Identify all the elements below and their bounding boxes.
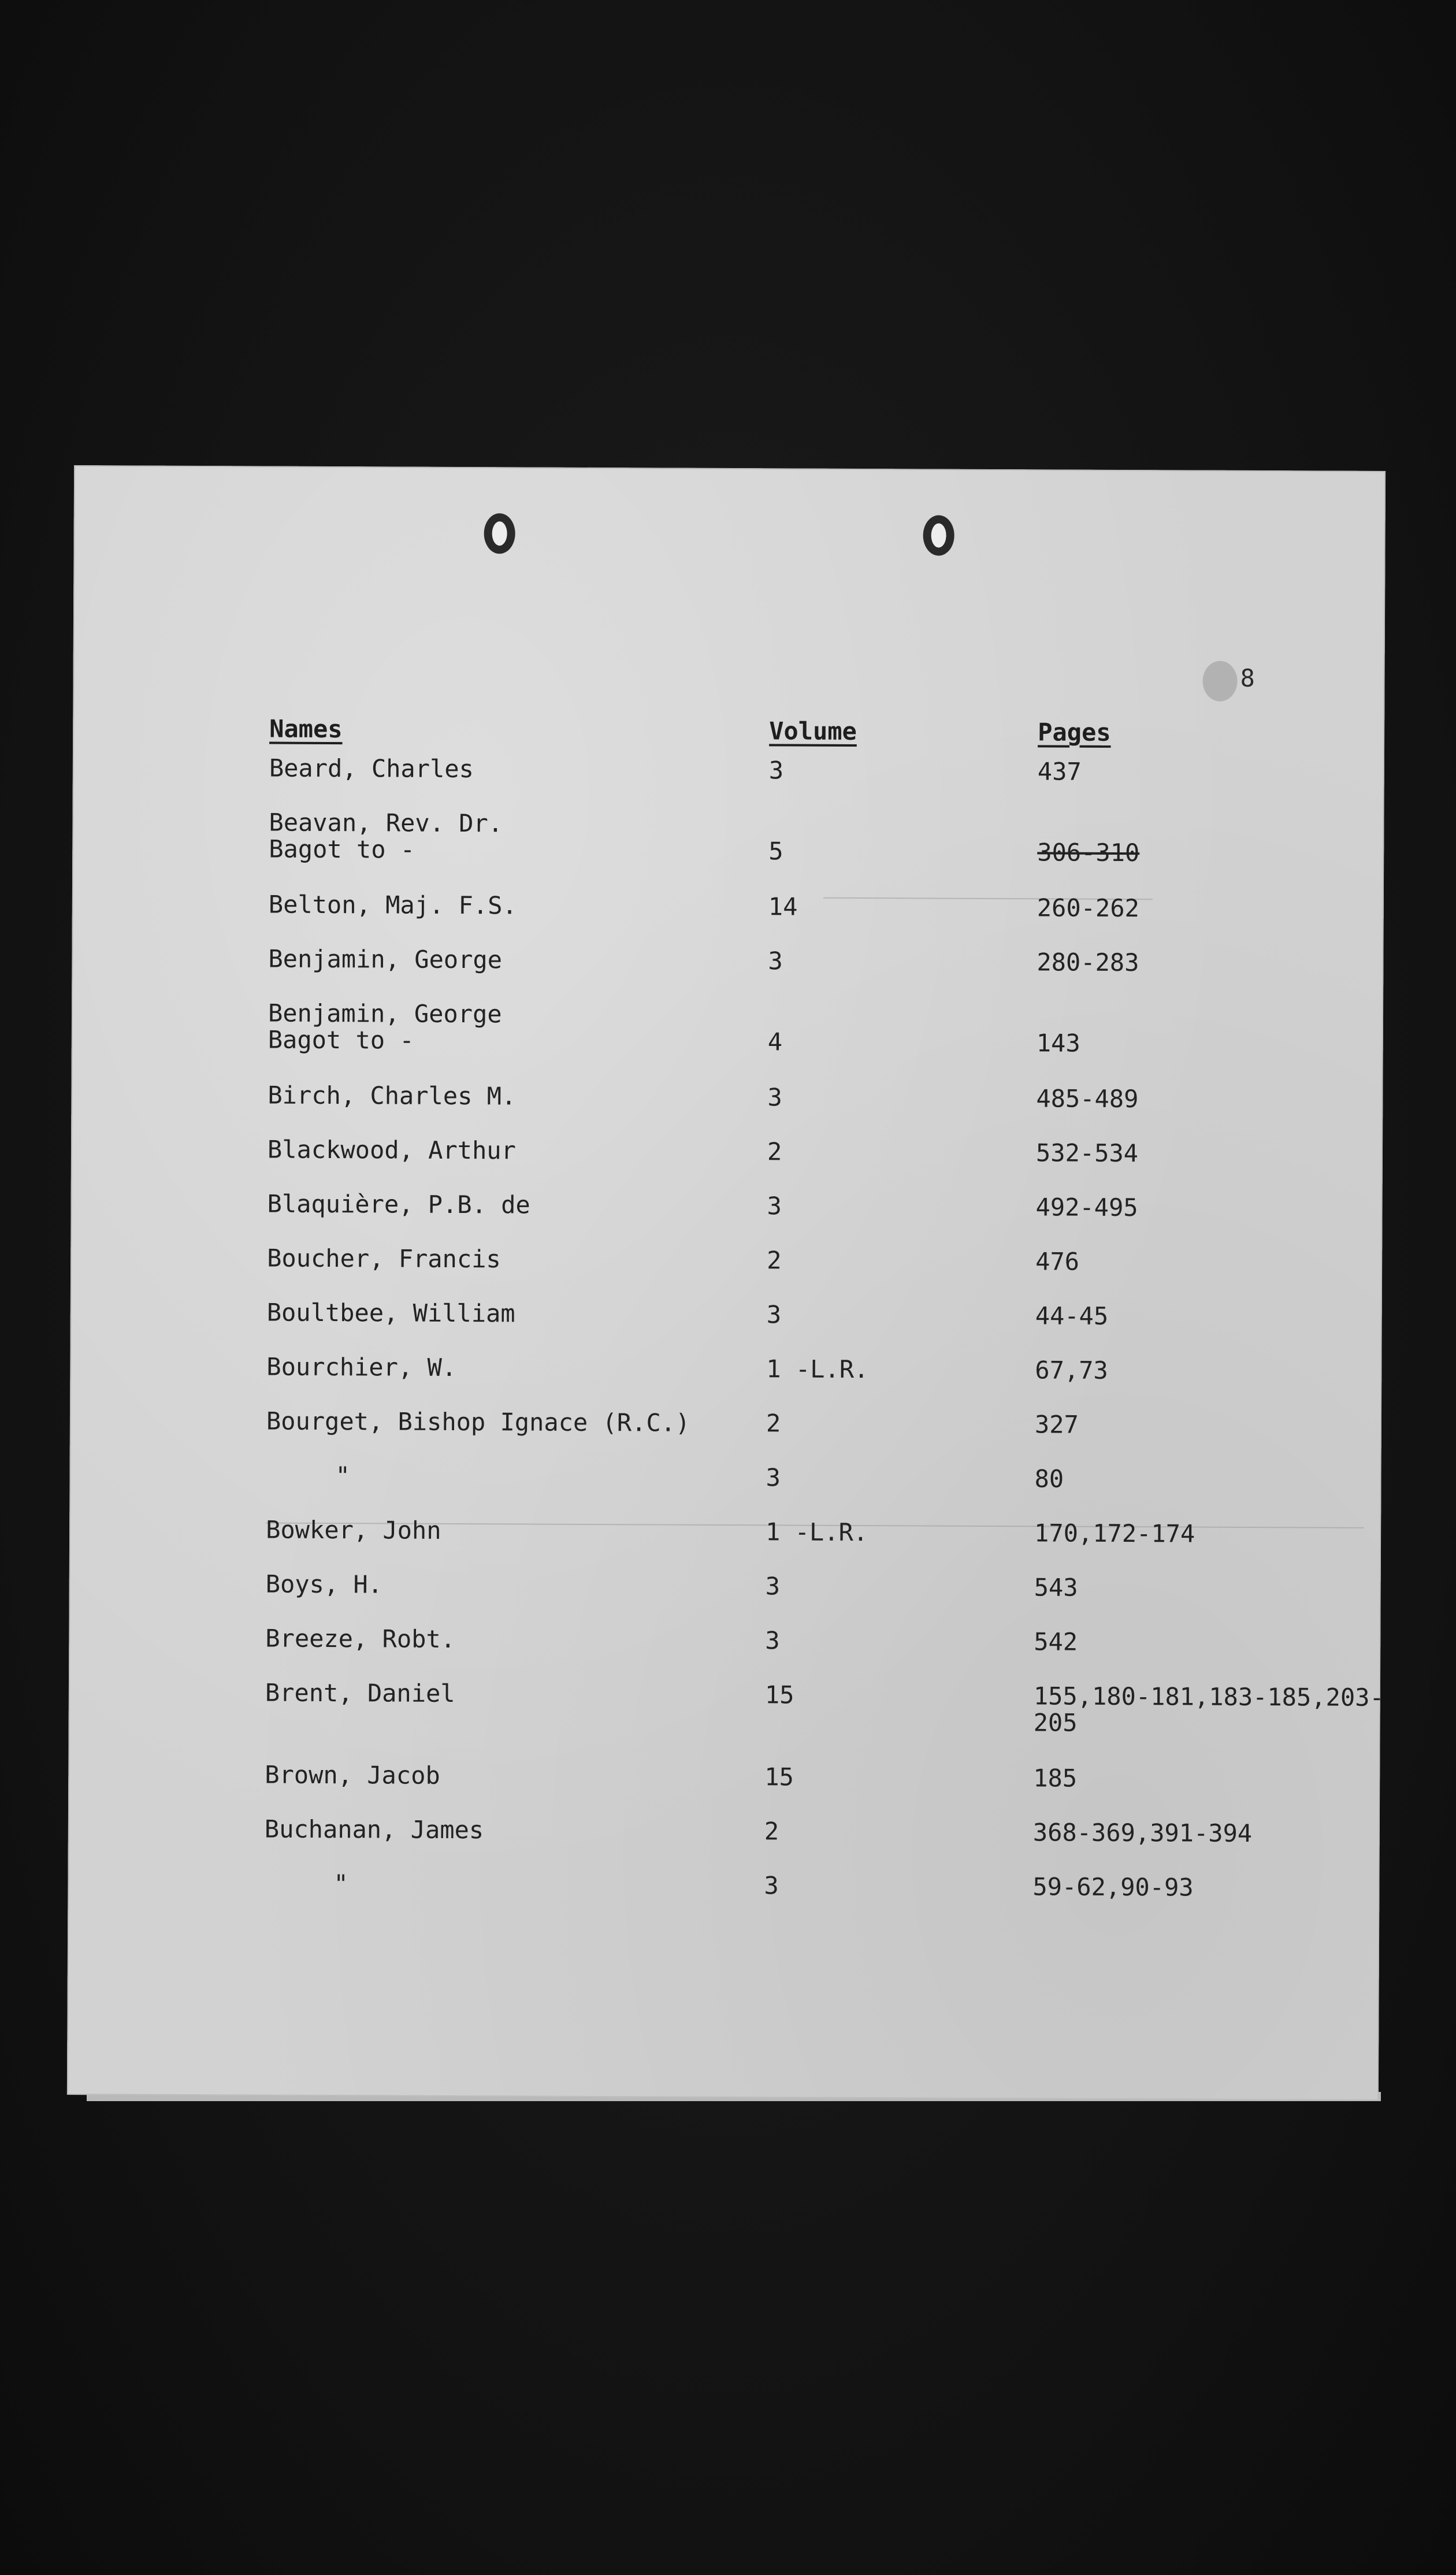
document-page bbox=[67, 465, 1386, 2101]
entry-pages: 306-310 bbox=[1037, 838, 1140, 867]
table-row bbox=[269, 892, 1395, 951]
entry-pages: 185 bbox=[1033, 1764, 1078, 1793]
entry-name: Beard, Charles bbox=[269, 754, 474, 784]
entry-volume: 3 bbox=[768, 756, 784, 785]
entry-volume: 14 bbox=[768, 892, 798, 921]
entry-name-ditto: " bbox=[335, 1461, 350, 1490]
table-row bbox=[265, 1626, 1392, 1685]
entry-volume: 15 bbox=[764, 1763, 794, 1791]
table-row bbox=[266, 1517, 1392, 1576]
index-table bbox=[264, 755, 1396, 1930]
entry-name: Blackwood, Arthur bbox=[267, 1135, 516, 1165]
table-row bbox=[266, 1408, 1393, 1468]
entry-name-ditto: " bbox=[333, 1869, 348, 1898]
table-row bbox=[265, 1680, 1392, 1767]
entry-pages: 476 bbox=[1035, 1247, 1080, 1276]
entry-pages: 543 bbox=[1034, 1573, 1078, 1602]
entry-name: Boultbee, William bbox=[266, 1298, 515, 1328]
entry-volume: 1 -L.R. bbox=[766, 1517, 868, 1547]
entry-volume: 1 -L.R. bbox=[766, 1355, 869, 1384]
entry-name: Benjamin, George bbox=[268, 944, 503, 974]
table-row bbox=[265, 1571, 1392, 1631]
table-row bbox=[267, 1245, 1394, 1305]
entry-volume: 3 bbox=[765, 1572, 781, 1601]
entry-name: Boucher, Francis bbox=[267, 1244, 501, 1274]
entry-name: Belton, Maj. F.S. bbox=[268, 890, 517, 920]
entry-name: Beavan, Rev. Dr. Bagot to - bbox=[269, 808, 503, 864]
entry-name: Boys, H. bbox=[265, 1570, 383, 1599]
entry-volume: 15 bbox=[764, 1680, 794, 1709]
entry-volume: 2 bbox=[766, 1409, 781, 1438]
entry-pages: 485-489 bbox=[1036, 1084, 1139, 1114]
table-row bbox=[269, 755, 1396, 815]
entry-name: Brown, Jacob bbox=[265, 1760, 440, 1790]
punch-hole-right bbox=[923, 515, 954, 555]
entry-volume: 2 bbox=[767, 1137, 782, 1166]
entry-name: Bourchier, W. bbox=[266, 1352, 457, 1382]
entry-volume: 3 bbox=[767, 1192, 782, 1220]
entry-volume: 2 bbox=[764, 1817, 779, 1846]
entry-name: Bowker, John bbox=[266, 1515, 441, 1545]
table-row bbox=[268, 1137, 1394, 1196]
entry-pages: 542 bbox=[1034, 1627, 1078, 1656]
header-volume: Volume bbox=[769, 717, 857, 745]
entry-pages: 143 bbox=[1036, 1029, 1080, 1058]
entry-name: Birch, Charles M. bbox=[268, 1081, 517, 1111]
entry-name: Blaquière, P.B. de bbox=[267, 1189, 530, 1219]
entry-pages: 155,180-181,183-185,203-205 bbox=[1033, 1682, 1384, 1737]
table-row bbox=[265, 1816, 1391, 1876]
table-row bbox=[268, 1082, 1394, 1142]
table-row bbox=[266, 1463, 1392, 1522]
entry-volume: 3 bbox=[765, 1626, 780, 1655]
entry-pages: 368-369,391-394 bbox=[1032, 1818, 1253, 1847]
header-names: Names bbox=[269, 714, 343, 744]
table-row bbox=[269, 810, 1396, 897]
table-row bbox=[266, 1300, 1393, 1359]
header-pages: Pages bbox=[1038, 718, 1111, 747]
entry-pages: 59-62,90-93 bbox=[1032, 1872, 1194, 1902]
entry-pages: 327 bbox=[1034, 1410, 1079, 1439]
entry-name: Brent, Daniel bbox=[265, 1678, 455, 1708]
table-row bbox=[265, 1762, 1391, 1821]
entry-volume: 3 bbox=[766, 1463, 781, 1492]
entry-volume: 3 bbox=[764, 1871, 779, 1900]
entry-name: Buchanan, James bbox=[264, 1815, 484, 1845]
entry-volume: 3 bbox=[768, 947, 783, 975]
entry-pages: 67,73 bbox=[1035, 1356, 1108, 1385]
page-number: 8 bbox=[1240, 663, 1255, 692]
entry-pages: 260-262 bbox=[1037, 893, 1139, 923]
entry-pages: 80 bbox=[1034, 1464, 1064, 1493]
entry-volume: 3 bbox=[767, 1083, 782, 1112]
entry-name: Bourget, Bishop Ignace (R.C.) bbox=[266, 1407, 690, 1437]
entry-volume: 2 bbox=[767, 1246, 782, 1275]
punch-hole-left bbox=[484, 513, 515, 554]
entry-pages: 44-45 bbox=[1035, 1301, 1109, 1330]
table-row bbox=[267, 1191, 1394, 1251]
table-row bbox=[264, 1871, 1391, 1930]
entry-name: Benjamin, George Bagot to - bbox=[268, 999, 502, 1055]
table-row bbox=[266, 1354, 1393, 1413]
entry-pages: 492-495 bbox=[1035, 1193, 1138, 1222]
table-row bbox=[268, 1000, 1395, 1088]
table-row bbox=[268, 946, 1395, 1005]
entry-volume: 4 bbox=[767, 1027, 783, 1056]
entry-name: Breeze, Robt. bbox=[265, 1624, 456, 1653]
entry-volume: 3 bbox=[766, 1300, 782, 1329]
entry-pages: 532-534 bbox=[1035, 1138, 1139, 1168]
stain-mark bbox=[1202, 661, 1237, 702]
entry-pages: 437 bbox=[1037, 757, 1082, 786]
entry-pages: 280-283 bbox=[1037, 948, 1139, 977]
entry-volume: 5 bbox=[768, 837, 783, 866]
column-header-row bbox=[269, 715, 1367, 754]
entry-pages: 170,172-174 bbox=[1034, 1519, 1195, 1548]
